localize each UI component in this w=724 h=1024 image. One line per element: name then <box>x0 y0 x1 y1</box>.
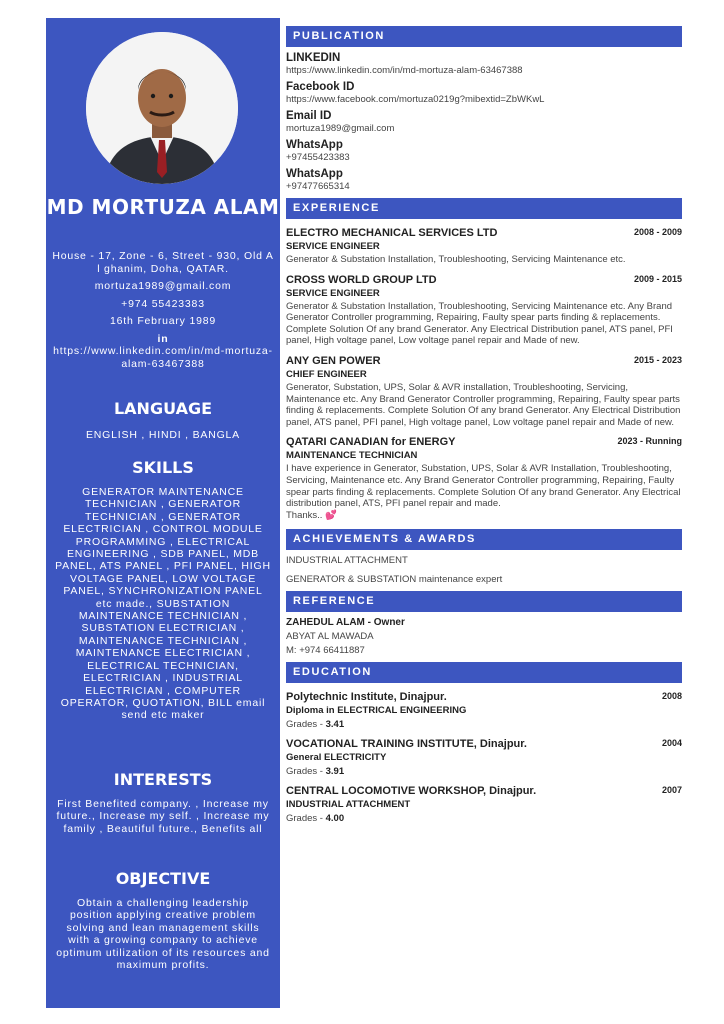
reference-phone: M: +974 66411887 <box>286 645 365 657</box>
job-entry <box>286 355 682 428</box>
publication-label: Facebook ID <box>286 81 355 93</box>
objective-text: Obtain a challenging leadership position applying creative problem solving and lean management skills with a growing company to achieve optimum utilization of its resources and maximum profits. <box>56 897 270 972</box>
experience-heading: EXPERIENCE <box>286 198 682 219</box>
publication-item <box>286 81 682 105</box>
education-entry <box>286 785 682 824</box>
contact-info <box>52 250 274 370</box>
skills-text: GENERATOR MAINTENANCE TECHNICIAN , GENERATOR TECHNICIAN , GENERATOR ELECTRICIAN , CONTROL MODULE PROGRAMMING , ELECTRICAL ENGINEERING , SDB PANEL, MDB PANEL, ATS PANEL , PFI PANEL, HIGH VOLTAGE PANEL, LOW VOLTAGE PANEL, SYNCHRONIZATION PANEL etc made., SUBSTATION MAINTENANCE TECHNICIAN , SUBSTATION ELECTRICIAN , MAINTENANCE TECHNICIAN , MAINTENANCE ELECTRICIAN , ELECTRICAL TECHNICIAN, ELECTRICIAN , INDUSTRIAL ELECTRICIAN , COMPUTER OPERATOR, QUOTATION, BILL email send etc maker <box>55 486 271 722</box>
job-role: SERVICE ENGINEER <box>286 287 380 299</box>
job-dates: 2008 - 2009 <box>633 227 682 237</box>
job-role: SERVICE ENGINEER <box>286 241 380 252</box>
thanks-text: Thanks.. <box>286 509 323 521</box>
main-column <box>286 26 682 824</box>
achievements-heading: ACHIEVEMENTS & AWARDS <box>286 529 682 550</box>
job-dates: 2009 - 2015 <box>633 273 682 284</box>
degree: General ELECTRICITY <box>286 752 387 764</box>
whatsapp-value: +97477665314 <box>286 181 350 192</box>
email: mortuza1989@gmail.com <box>94 280 232 292</box>
grade-label: Grades - <box>286 766 326 778</box>
publication-label: Email ID <box>286 110 332 122</box>
publication-list <box>286 52 682 192</box>
job-description: Generator & Substation Installation, Troubleshooting, Servicing Maintenance etc. <box>286 254 626 265</box>
school-name: VOCATIONAL TRAINING INSTITUTE, Dinajpur. <box>286 738 527 751</box>
whatsapp-value: +97455423383 <box>286 152 350 163</box>
hearts-icon: 💕 <box>325 509 337 521</box>
grade-value: 3.41 <box>325 719 345 731</box>
grade <box>286 766 682 777</box>
grade-value: 3.91 <box>325 766 345 778</box>
date-of-birth: 16th February 1989 <box>109 315 217 327</box>
publication-item <box>286 110 682 134</box>
achievement-item: GENERATOR & SUBSTATION maintenance expert <box>286 574 503 586</box>
job-entry <box>286 436 682 521</box>
grade-label: Grades - <box>286 719 326 731</box>
education-heading: EDUCATION <box>286 662 682 683</box>
skills-heading: SKILLS <box>132 458 194 477</box>
school-name: Polytechnic Institute, Dinajpur. <box>286 691 447 704</box>
job-company: CROSS WORLD GROUP LTD <box>286 273 437 286</box>
publication-item <box>286 168 682 192</box>
job-description: Generator & Substation Installation, Troubleshooting, Servicing Maintenance etc. Any Brand Generator Controller programming, Repairing, Faulty spear parts finding & replacements. Complete Solution Of any brand Generator. Any Electrical Distribution panel, ATS panel, PFI panel, High voltage panel, Low voltage panel repair and Made of new. <box>286 300 673 347</box>
reference-company: ABYAT AL MAWADA <box>286 631 374 643</box>
publication-item <box>286 52 682 76</box>
job-company: QATARI CANADIAN for ENERGY <box>286 436 456 449</box>
job-dates: 2023 - Running <box>617 436 682 447</box>
facebook-url[interactable]: https://www.facebook.com/mortuza0219g?mibextid=ZbWKwL <box>286 94 545 105</box>
job-description-text: I have experience in Generator, Substation, UPS, Solar & AVR Installation, Troubleshooting, Servicing, Maintenance etc. Any Brand Generator Controller programming, Repairing, Faulty spear parts finding & replacements. Complete Solution Of any brand Generator. Any Electrical distribution panel, ATS, PFI panel repair and made. <box>286 463 681 510</box>
linkedin-url[interactable]: https://www.linkedin.com/in/md-mortuza-alam-63467388 <box>286 65 523 76</box>
language-heading: LANGUAGE <box>113 399 213 418</box>
publication-heading: PUBLICATION <box>286 26 682 47</box>
experience-list <box>286 227 682 521</box>
reference-name: ZAHEDUL ALAM - Owner <box>286 617 405 629</box>
linkedin-icon: in <box>157 332 169 345</box>
job-role: MAINTENANCE TECHNICIAN <box>286 450 418 462</box>
linkedin-link[interactable]: https://www.linkedin.com/in/md-mortuza-alam-63467388 <box>53 345 273 370</box>
grade-label: Grades - <box>286 813 326 825</box>
education-list <box>286 691 682 824</box>
publication-label: LINKEDIN <box>286 52 341 64</box>
sidebar <box>46 18 280 1008</box>
grade <box>286 719 682 730</box>
interests-heading: INTERESTS <box>113 770 213 789</box>
publication-label: WhatsApp <box>286 139 343 151</box>
job-dates: 2015 - 2023 <box>633 354 682 365</box>
phone: +974 55423383 <box>121 297 205 310</box>
education-year: 2008 <box>661 691 682 702</box>
address: House - 17, Zone - 6, Street - 930, Old Al ghanim, Doha, QATAR. <box>52 250 274 275</box>
job-entry <box>286 274 682 347</box>
candidate-name: MD MORTUZA ALAM <box>46 195 280 219</box>
grade <box>286 813 682 824</box>
education-year: 2007 <box>661 785 682 796</box>
education-year: 2004 <box>661 738 682 749</box>
job-company: ELECTRO MECHANICAL SERVICES LTD <box>286 227 498 239</box>
reference-heading: REFERENCE <box>286 591 682 612</box>
interests-text: First Benefited company. , Increase my future., Increase my self. , Increase my family , Beautiful future., Benefits all <box>56 798 270 835</box>
profile-photo <box>86 32 238 184</box>
publication-item <box>286 139 682 163</box>
degree: Diploma in ELECTRICAL ENGINEERING <box>286 705 467 717</box>
email-value[interactable]: mortuza1989@gmail.com <box>286 123 395 134</box>
job-company: ANY GEN POWER <box>286 354 381 367</box>
degree: INDUSTRIAL ATTACHMENT <box>286 799 411 811</box>
education-entry <box>286 738 682 777</box>
education-entry <box>286 691 682 730</box>
school-name: CENTRAL LOCOMOTIVE WORKSHOP, Dinajpur. <box>286 785 537 798</box>
publication-label: WhatsApp <box>286 168 343 180</box>
grade-value: 4.00 <box>325 813 345 825</box>
job-description: Generator, Substation, UPS, Solar & AVR installation, Troubleshooting, Servicing, Maintenance etc. Any Brand Generator Controller programming, Repairing, Faulty spear parts finding & replacements. Complete Solution Of any brand Generator. Any Electrical Distribution panel, ATS panel, PFI panel, High voltage panel, Low voltage panel repair and Made of new. <box>286 381 681 428</box>
job-description <box>286 463 682 521</box>
language-text: ENGLISH , HINDI , BANGLA <box>86 429 240 441</box>
achievement-item: INDUSTRIAL ATTACHMENT <box>286 555 408 567</box>
job-role: CHIEF ENGINEER <box>286 368 367 380</box>
job-entry <box>286 227 682 266</box>
objective-heading: OBJECTIVE <box>115 869 211 888</box>
